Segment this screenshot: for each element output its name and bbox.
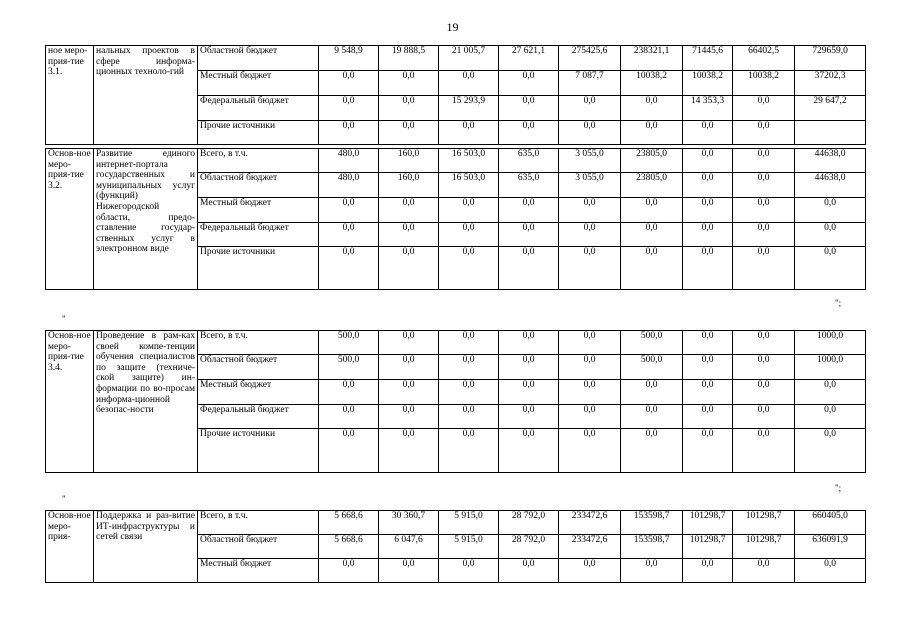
amount-cell: 153598,7	[621, 535, 683, 559]
amount-cell: 0,0	[559, 331, 621, 355]
activity-description-cell: Поддержка и раз-витие ИТ-инфраструктуры и сетей связи	[94, 511, 198, 583]
amount-cell: 23805,0	[621, 149, 683, 173]
amount-cell: 0,0	[319, 223, 379, 247]
amount-cell: 0,0	[559, 223, 621, 247]
amount-cell: 3 055,0	[559, 173, 621, 198]
amount-cell: 0,0	[559, 380, 621, 405]
amount-cell: 0,0	[439, 380, 499, 405]
amount-cell: 101298,7	[683, 511, 733, 535]
amount-cell: 0,0	[499, 405, 559, 429]
amount-cell: 23805,0	[621, 173, 683, 198]
amount-cell: 0,0	[499, 355, 559, 380]
funding-source-cell: Федеральный бюджет	[198, 223, 319, 247]
amount-cell: 0,0	[439, 247, 499, 290]
amount-cell: 153598,7	[621, 511, 683, 535]
amount-cell: 0,0	[795, 559, 866, 583]
amount-cell: 238321,1	[621, 46, 683, 71]
closing-quote-2: ";	[835, 483, 842, 493]
funding-source-cell: Областной бюджет	[198, 173, 319, 198]
amount-cell: 101298,7	[733, 535, 795, 559]
funding-source-cell: Местный бюджет	[198, 198, 319, 223]
activity-description-cell: нальных проектов в сфере информа-ционных техноло-гий	[94, 46, 198, 145]
amount-cell: 0,0	[379, 121, 439, 145]
amount-cell: 0,0	[559, 247, 621, 290]
activity-number-cell: ное меро-прия-тие 3.1.	[46, 46, 94, 145]
table-row	[46, 149, 866, 173]
amount-cell: 0,0	[559, 405, 621, 429]
amount-cell: 0,0	[319, 121, 379, 145]
amount-cell: 0,0	[683, 380, 733, 405]
amount-cell: 5 915,0	[439, 535, 499, 559]
amount-cell: 0,0	[795, 405, 866, 429]
amount-cell: 37202,3	[795, 71, 866, 96]
amount-cell: 10038,2	[683, 71, 733, 96]
amount-cell: 0,0	[733, 173, 795, 198]
amount-cell: 5 668,6	[319, 511, 379, 535]
amount-cell: 160,0	[379, 173, 439, 198]
amount-cell: 0,0	[621, 405, 683, 429]
amount-cell: 0,0	[795, 429, 866, 473]
table-block-3-2	[45, 148, 866, 290]
amount-cell: 0,0	[683, 173, 733, 198]
opening-quote-2: "	[62, 494, 66, 504]
amount-cell: 0,0	[733, 331, 795, 355]
amount-cell: 480,0	[319, 149, 379, 173]
amount-cell: 0,0	[499, 380, 559, 405]
amount-cell: 0,0	[379, 380, 439, 405]
amount-cell: 0,0	[621, 223, 683, 247]
activity-description-cell: Проведение в рам-ках своей компе-тенции обучения специалистов по защите (техниче-ской защите) ин-формации по во-просам информа-ционной безопас-ности	[94, 331, 198, 473]
amount-cell: 0,0	[319, 96, 379, 121]
amount-cell: 1000,0	[795, 331, 866, 355]
page-number: 19	[446, 20, 459, 34]
amount-cell: 0,0	[733, 380, 795, 405]
amount-cell: 0,0	[439, 198, 499, 223]
amount-cell: 0,0	[683, 149, 733, 173]
amount-cell: 44638,0	[795, 173, 866, 198]
amount-cell: 0,0	[319, 247, 379, 290]
amount-cell: 66402,5	[733, 46, 795, 71]
amount-cell: 0,0	[795, 198, 866, 223]
amount-cell: 0,0	[621, 198, 683, 223]
activity-number-cell: Основ-ное меро-прия-тие 3.4.	[46, 331, 94, 473]
amount-cell: 0,0	[319, 71, 379, 96]
amount-cell: 275425,6	[559, 46, 621, 71]
amount-cell: 16 503,0	[439, 149, 499, 173]
amount-cell: 7 087,7	[559, 71, 621, 96]
amount-cell: 0,0	[499, 223, 559, 247]
amount-cell: 0,0	[439, 331, 499, 355]
amount-cell: 19 888,5	[379, 46, 439, 71]
amount-cell: 0,0	[621, 96, 683, 121]
amount-cell: 0,0	[379, 331, 439, 355]
amount-cell: 0,0	[733, 121, 795, 145]
amount-cell: 0,0	[683, 198, 733, 223]
amount-cell: 0,0	[559, 121, 621, 145]
amount-cell: 0,0	[379, 223, 439, 247]
activity-description-cell: Развитие единого интернет-портала государственных и муниципальных услуг (функций) Нижегородской области, предо-ставление государ-ственных услуг в электронном виде	[94, 149, 198, 290]
amount-cell: 0,0	[439, 405, 499, 429]
amount-cell: 0,0	[559, 96, 621, 121]
opening-quote-1: "	[62, 314, 66, 324]
table-row	[46, 46, 866, 71]
amount-cell: 0,0	[733, 223, 795, 247]
amount-cell: 0,0	[319, 429, 379, 473]
amount-cell: 0,0	[733, 247, 795, 290]
amount-cell: 5 668,6	[319, 535, 379, 559]
funding-source-cell: Местный бюджет	[198, 559, 319, 583]
amount-cell: 636091,9	[795, 535, 866, 559]
amount-cell: 10038,2	[621, 71, 683, 96]
activity-number-cell: Основ-ное меро-прия-тие 3.2.	[46, 149, 94, 290]
amount-cell: 0,0	[621, 121, 683, 145]
amount-cell: 0,0	[795, 380, 866, 405]
table-row	[46, 331, 866, 355]
amount-cell: 16 503,0	[439, 173, 499, 198]
amount-cell: 500,0	[621, 331, 683, 355]
amount-cell: 5 915,0	[439, 511, 499, 535]
amount-cell: 500,0	[319, 355, 379, 380]
amount-cell: 0,0	[733, 429, 795, 473]
amount-cell: 9 548,9	[319, 46, 379, 71]
funding-source-cell: Областной бюджет	[198, 46, 319, 71]
amount-cell: 0,0	[319, 559, 379, 583]
amount-cell: 71445,6	[683, 46, 733, 71]
amount-cell: 0,0	[439, 223, 499, 247]
amount-cell	[795, 121, 866, 145]
amount-cell: 0,0	[733, 355, 795, 380]
amount-cell: 0,0	[319, 405, 379, 429]
amount-cell: 0,0	[379, 559, 439, 583]
amount-cell: 1000,0	[795, 355, 866, 380]
amount-cell: 0,0	[621, 429, 683, 473]
amount-cell: 500,0	[621, 355, 683, 380]
amount-cell: 27 621,1	[499, 46, 559, 71]
amount-cell: 0,0	[683, 429, 733, 473]
funding-source-cell: Прочие источники	[198, 121, 319, 145]
amount-cell: 0,0	[499, 198, 559, 223]
amount-cell: 0,0	[439, 121, 499, 145]
amount-cell: 635,0	[499, 149, 559, 173]
amount-cell: 0,0	[795, 223, 866, 247]
amount-cell: 0,0	[621, 380, 683, 405]
funding-source-cell: Прочие источники	[198, 429, 319, 473]
funding-source-cell: Федеральный бюджет	[198, 405, 319, 429]
amount-cell: 0,0	[379, 405, 439, 429]
funding-source-cell: Федеральный бюджет	[198, 96, 319, 121]
amount-cell: 0,0	[621, 559, 683, 583]
amount-cell: 500,0	[319, 331, 379, 355]
amount-cell: 29 647,2	[795, 96, 866, 121]
amount-cell: 0,0	[499, 71, 559, 96]
amount-cell: 233472,6	[559, 511, 621, 535]
amount-cell: 160,0	[379, 149, 439, 173]
amount-cell: 0,0	[733, 198, 795, 223]
amount-cell: 101298,7	[733, 511, 795, 535]
amount-cell: 233472,6	[559, 535, 621, 559]
amount-cell: 0,0	[683, 247, 733, 290]
funding-source-cell: Всего, в т.ч.	[198, 149, 319, 173]
amount-cell: 0,0	[379, 247, 439, 290]
activity-number-cell: Основ-ное меро-прия-	[46, 511, 94, 583]
amount-cell: 0,0	[379, 355, 439, 380]
amount-cell: 15 293,9	[439, 96, 499, 121]
funding-source-cell: Прочие источники	[198, 247, 319, 290]
amount-cell: 0,0	[559, 429, 621, 473]
funding-source-cell: Всего, в т.ч.	[198, 511, 319, 535]
table-block-3-1	[45, 45, 866, 145]
amount-cell: 0,0	[439, 71, 499, 96]
amount-cell: 101298,7	[683, 535, 733, 559]
amount-cell: 0,0	[319, 380, 379, 405]
amount-cell: 0,0	[559, 559, 621, 583]
amount-cell: 0,0	[499, 121, 559, 145]
amount-cell: 0,0	[683, 121, 733, 145]
amount-cell: 0,0	[559, 355, 621, 380]
amount-cell: 0,0	[795, 247, 866, 290]
amount-cell: 28 792,0	[499, 511, 559, 535]
amount-cell: 0,0	[379, 96, 439, 121]
amount-cell: 0,0	[439, 559, 499, 583]
amount-cell: 0,0	[733, 96, 795, 121]
amount-cell: 21 005,7	[439, 46, 499, 71]
amount-cell: 44638,0	[795, 149, 866, 173]
amount-cell: 0,0	[379, 198, 439, 223]
amount-cell: 0,0	[683, 223, 733, 247]
amount-cell: 0,0	[499, 331, 559, 355]
funding-source-cell: Местный бюджет	[198, 380, 319, 405]
amount-cell: 0,0	[439, 355, 499, 380]
amount-cell: 0,0	[683, 405, 733, 429]
amount-cell: 0,0	[683, 355, 733, 380]
funding-source-cell: Областной бюджет	[198, 355, 319, 380]
table-block-3-5	[45, 510, 866, 583]
amount-cell: 14 353,3	[683, 96, 733, 121]
amount-cell: 635,0	[499, 173, 559, 198]
amount-cell: 0,0	[733, 559, 795, 583]
amount-cell: 28 792,0	[499, 535, 559, 559]
amount-cell: 10038,2	[733, 71, 795, 96]
amount-cell: 0,0	[499, 247, 559, 290]
amount-cell: 0,0	[733, 405, 795, 429]
amount-cell: 3 055,0	[559, 149, 621, 173]
funding-source-cell: Всего, в т.ч.	[198, 331, 319, 355]
closing-quote-1: ";	[835, 298, 842, 308]
amount-cell: 0,0	[319, 198, 379, 223]
amount-cell: 0,0	[379, 429, 439, 473]
amount-cell: 0,0	[379, 71, 439, 96]
amount-cell: 0,0	[621, 247, 683, 290]
amount-cell: 0,0	[499, 559, 559, 583]
amount-cell: 0,0	[683, 331, 733, 355]
amount-cell: 480,0	[319, 173, 379, 198]
amount-cell: 0,0	[499, 429, 559, 473]
amount-cell: 6 047,6	[379, 535, 439, 559]
amount-cell: 729659,0	[795, 46, 866, 71]
amount-cell: 0,0	[559, 198, 621, 223]
table-row	[46, 511, 866, 535]
amount-cell: 660405,0	[795, 511, 866, 535]
amount-cell: 30 360,7	[379, 511, 439, 535]
table-block-3-4	[45, 330, 866, 473]
funding-source-cell: Местный бюджет	[198, 71, 319, 96]
funding-source-cell: Областной бюджет	[198, 535, 319, 559]
amount-cell: 0,0	[683, 559, 733, 583]
amount-cell: 0,0	[439, 429, 499, 473]
amount-cell: 0,0	[499, 96, 559, 121]
amount-cell: 0,0	[733, 149, 795, 173]
